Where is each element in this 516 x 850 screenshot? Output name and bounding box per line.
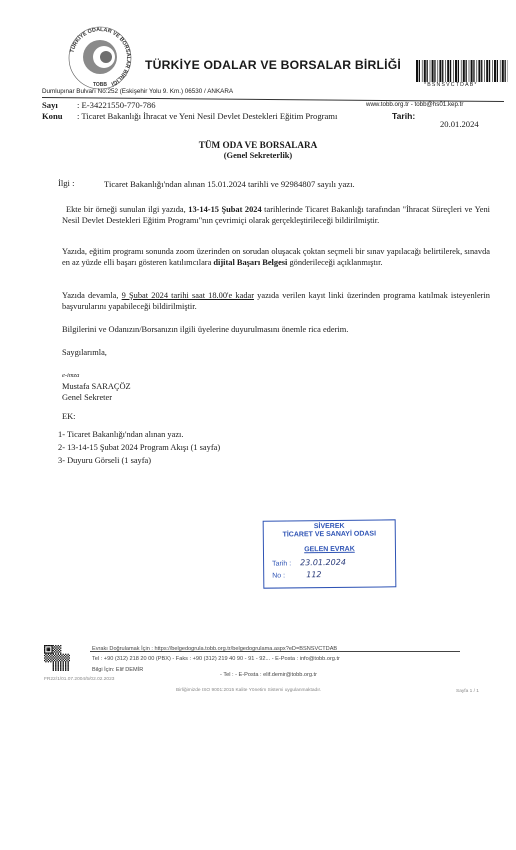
barcode-icon (416, 60, 508, 82)
footer-contact: Bilgi İçin: Elif DEMİR (92, 667, 144, 673)
stamp-line1: SİVEREK (313, 522, 345, 531)
address: Dumlupınar Bulvarı No:252 (Eskişehir Yolu 9. Km.) 06530 / ANKARA (42, 88, 234, 95)
tarih-value: 20.01.2024 (440, 119, 479, 129)
e-imza-label: e-imza (62, 372, 80, 379)
logo-ring-text: TÜRKİYE ODALAR VE BORSALAR BİRLİĞİ (69, 26, 132, 87)
web-address: www.tobb.org.tr - tobb@hs01.kep.tr (366, 101, 464, 108)
footer-verify: Evrakı Doğrulamak İçin : https://belgedogrula.tobb.org.tr/belgedogrulama.aspx?eD=BSNSVCTDAB (92, 646, 338, 652)
stamp-tarih-value: 23.01.2024 (300, 557, 346, 568)
attachments-label: EK: (62, 412, 76, 421)
ilgi-label: İlgi : (58, 178, 75, 188)
tobb-logo (66, 24, 134, 92)
stamp-tarih-label: Tarih : (272, 560, 292, 568)
attachment-item: 2- 13-14-15 Şubat 2024 Program Akışı (1 sayfa) (58, 443, 221, 452)
logo-abbr: TOBB (92, 82, 108, 88)
stamp-line3: GELEN EVRAK (304, 545, 355, 554)
stamp-line2: TİCARET VE SANAYİ ODASI (282, 530, 377, 539)
konu-value: : Ticaret Bakanlığı İhracat ve Yeni Nesil Devlet Destekleri Eğitim Programı (77, 111, 338, 121)
ilgi-text: Ticaret Bakanlığı'ndan alınan 15.01.2024 tarihli ve 92984807 sayılı yazı. (104, 179, 355, 189)
stamp-no-label: No : (272, 572, 286, 580)
footer-tel: Tel : +90 (312) 218 20 00 (PBX) - Faks : +90 (312) 219 40 90 - 91 - 92... - E-Posta : info@tobb.org.tr (92, 656, 340, 662)
sayi-value: : E-34221550-770-786 (77, 100, 156, 110)
tarih-label: Tarih: (392, 111, 416, 121)
received-stamp (263, 519, 397, 588)
paragraph-3: Yazıda devamla, 9 Şubat 2024 tarihi saat 18.00'e kadar yazıda verilen kayıt linki üzerinden programa katılmak isteyenlerin başvurularını yapabileceği bildirilmiştir. (62, 291, 490, 311)
recipient-line1: TÜM ODA VE BORSALARA (198, 140, 318, 150)
closing: Saygılarımla, (62, 348, 107, 357)
paragraph-1: Ekte bir örneği sunulan ilgi yazıda, 13-14-15 Şubat 2024 tarihlerinde Ticaret Bakanlığı tarafından "İhracat Süreçleri ve Yeni Nesil Devlet Destekleri Eğitim Programı"nın çevrimiçi olarak gerçekleştirileceği bildirilmiştir. (62, 205, 491, 225)
signer-name: Mustafa SARAÇÖZ (62, 382, 131, 391)
paragraph-4: Bilgilerini ve Odanızın/Borsanızın ilgili üyelerine duyurulmasını önemle rica ederim. (62, 325, 349, 334)
paragraph-2: Yazıda, eğitim programı sonunda zoom üzerinden on sorudan oluşacak çoktan seçmeli bir sınav yapılacağı belirtilerek, sınavda en az yüzde elli başarı gösteren katılımcılara dijital Başarı Belgesi gönderileceği açıklanmıştır. (62, 247, 490, 267)
attachment-item: 3- Duyuru Görseli (1 sayfa) (58, 456, 152, 465)
footer-contact-details: - Tel : - E-Posta : elif.demir@tobb.org.tr (220, 672, 317, 678)
barcode-text: *BSNSVCTDAB* (424, 82, 478, 88)
sayi-label: Sayı (42, 100, 58, 110)
qr-code-icon (44, 645, 70, 671)
signer-title: Genel Sekreter (62, 393, 112, 402)
org-name: TÜRKİYE ODALAR VE BORSALAR BİRLİĞİ (145, 58, 401, 72)
konu-label: Konu (42, 111, 63, 121)
attachment-item: 1- Ticaret Bakanlığı'ndan alınan yazı. (58, 430, 184, 439)
footer-iso: Birliğimizde ISO 9001:2015 Kalite Yönetim Sistemi uygulanmaktadır. (176, 688, 322, 693)
footer-page: Sayfa 1 / 1 (456, 689, 479, 694)
footer-form-code: FR22/1/01.07.2004/5/02.02.2023 (44, 677, 115, 682)
recipient-line2: (Genel Sekreterlik) (223, 151, 293, 160)
stamp-no-value: 112 (306, 570, 322, 580)
